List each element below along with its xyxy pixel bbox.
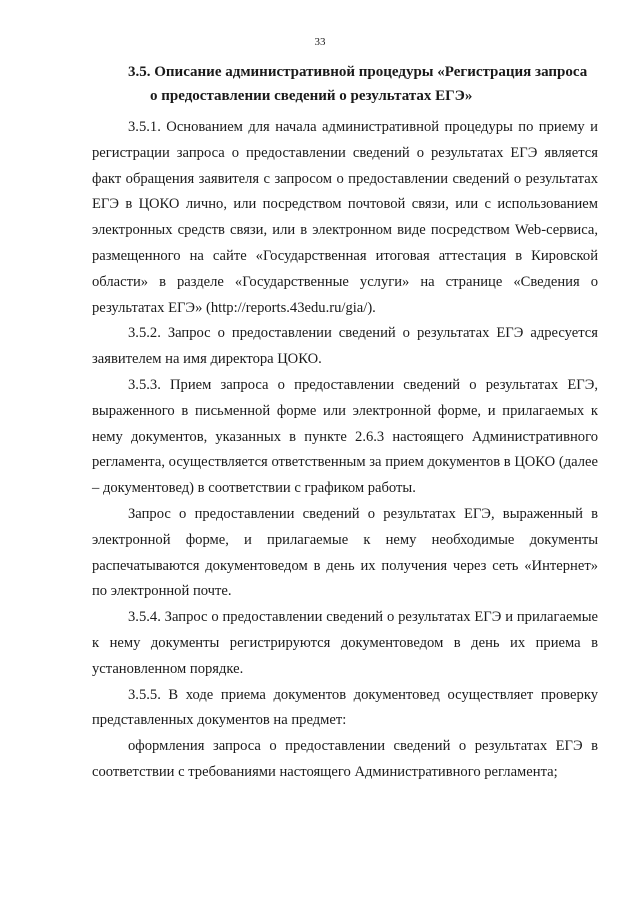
paragraph-3-5-5: 3.5.5. В ходе приема документов документовед осуществляет проверку представленных документов на предмет:: [92, 686, 598, 729]
paragraph-request-check: оформления запроса о предоставлении сведений о результатах ЕГЭ в соответствии с требованиями настоящего Административного регламента;: [92, 738, 598, 780]
page-number: 33: [314, 36, 326, 48]
section-body: [92, 115, 598, 786]
section-heading: [128, 60, 598, 108]
paragraph-electronic-request: Запрос о предоставлении сведений о результатах ЕГЭ, выраженный в электронной форме, и прилагаемые к нему необходимые документы распечатываются документоведом в день их получения через сеть «Интернет» по электронной почте.: [92, 505, 598, 600]
paragraph-3-5-1: 3.5.1. Основанием для начала административной процедуры по приему и регистрации запроса о предоставлении сведений о результатах ЕГЭ является факт обращения заявителя с запросом о предоставлении сведений о результатах ЕГЭ в ЦОКО лично, или посредством почтовой связи, или с использованием электронных средств связи, или в электронном виде посредством Web-сервиса, размещенного на сайте «Государственная итоговая аттестация в Кировской области» в разделе «Государственные услуги» на странице «Сведения о результатах ЕГЭ» (http://reports.43edu.ru/gia/).: [92, 119, 598, 316]
section-heading-line-2: о предоставлении сведений о результатах ЕГЭ»: [150, 88, 473, 104]
paragraph-3-5-4: 3.5.4. Запрос о предоставлении сведений о результатах ЕГЭ и прилагаемые к нему документы регистрируются документоведом в день их приема в установленном порядке.: [92, 609, 598, 677]
paragraph-3-5-2: 3.5.2. Запрос о предоставлении сведений о результатах ЕГЭ адресуется заявителем на имя директора ЦОКО.: [92, 325, 598, 368]
section-heading-line-1: 3.5. Описание административной процедуры «Регистрация запроса: [128, 64, 588, 80]
paragraph-3-5-3: 3.5.3. Прием запроса о предоставлении сведений о результатах ЕГЭ, выраженного в письменной форме или электронной форме, и прилагаемых к нему документов, указанных в пункте 2.6.3 настоящего Административного регламента, осуществляется ответственным за прием документов в ЦОКО (далее – документовед) в соответствии с графиком работы.: [92, 376, 598, 497]
